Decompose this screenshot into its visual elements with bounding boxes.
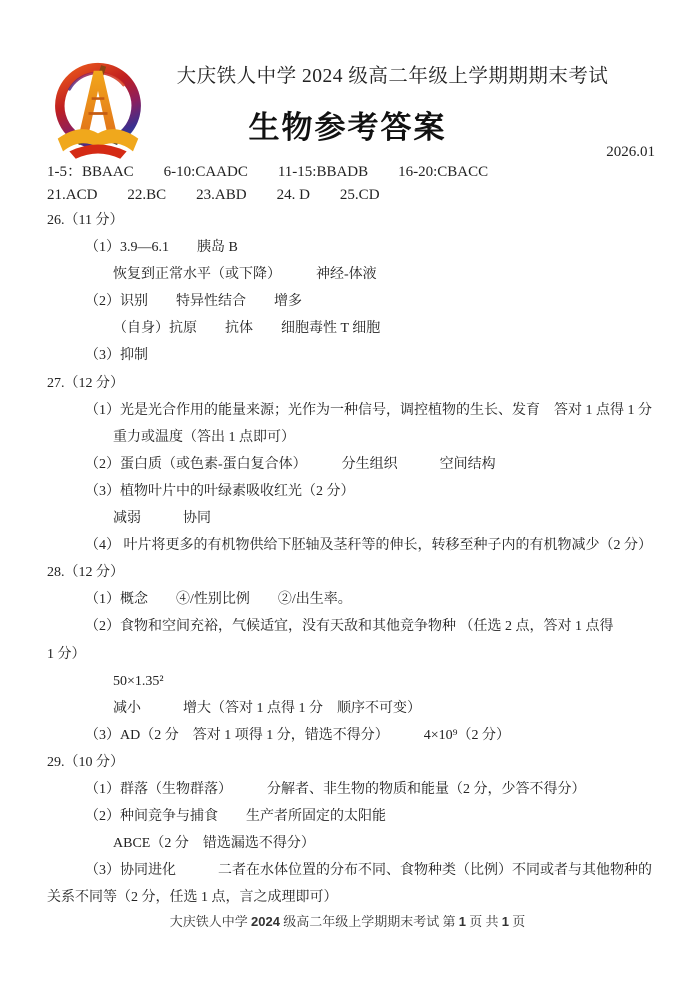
q29-answer-2: （2）种间竞争与捕食 生产者所固定的太阳能: [85, 809, 386, 825]
q26-answer-2b: （自身）抗原 抗体 细胞毒性 T 细胞: [113, 321, 381, 337]
objective-answers-row-1: 1-5：BBAAC 6-10:CAADC 11-15:BBADB 16-20:CBACC: [47, 164, 489, 180]
footer-total-pages: 1: [501, 914, 509, 929]
q27-answer-1: （1）光是光合作用的能量来源；光作为一种信号，调控植物的生长、发育 答对 1 点得 1 分: [85, 402, 652, 418]
footer-text: 级高二年级上学期期末考试 第: [279, 914, 459, 929]
page-title: 生物参考答案: [248, 110, 447, 145]
footer-text: 页: [508, 914, 526, 929]
q26-answer-2: （2）识别 特异性结合 增多: [85, 294, 302, 310]
q26-answer-1b: 恢复到正常水平（或下降） 神经-体液: [113, 267, 377, 283]
q27-answer-4: （4） 叶片将更多的有机物供给下胚轴及茎秆等的伸长，转移至种子内的有机物减少（2 分）: [85, 538, 652, 554]
q26-answer-1: （1）3.9—6.1 胰岛 B: [85, 240, 238, 256]
q28-answer-3: （3）AD（2 分 答对 1 项得 1 分，错选不得分） 4×10⁹（2 分）: [85, 727, 510, 743]
answer-content: [47, 161, 677, 911]
q28-formula: 50×1.35²: [113, 673, 164, 689]
page-footer: [0, 911, 695, 930]
objective-answers-row-2: 21.ACD 22.BC 23.ABD 24. D 25.CD: [47, 187, 380, 203]
footer-text: 大庆铁人中学: [169, 914, 252, 929]
q26-header: 26.（11 分）: [47, 213, 124, 228]
q28-header: 28.（12 分）: [47, 565, 124, 581]
q28-answer-2b: 1 分）: [47, 646, 86, 662]
exam-date: 2026.01: [606, 144, 655, 160]
q27-answer-1b: 重力或温度（答出 1 点即可）: [113, 429, 295, 445]
q27-answer-3b: 减弱 协同: [113, 511, 211, 527]
school-header: 大庆铁人中学 2024 级高二年级上学期期期末考试: [176, 66, 609, 87]
footer-page-number: 1: [458, 914, 466, 929]
q29-header: 29.（10 分）: [47, 754, 124, 770]
footer-text: 页 共: [465, 914, 502, 929]
q28-answer-2c: 减小 增大（答对 1 点得 1 分 顺序不可变）: [113, 700, 421, 716]
q29-answer-1: （1）群落（生物群落） 分解者、非生物的物质和能量（2 分，少答不得分）: [85, 781, 586, 797]
q27-answer-2: （2）蛋白质（或色素-蛋白复合体） 分生组织 空间结构: [85, 456, 496, 472]
q29-answer-3b: 关系不同等（2 分，任选 1 点，言之成理即可）: [47, 890, 338, 906]
q26-answer-3: （3）抑制: [85, 348, 148, 364]
q27-header: 27.（12 分）: [47, 375, 124, 391]
q29-answer-3: （3）协同进化 二者在水体位置的分布不同、食物种类（比例）不同或者与其他物种的: [85, 863, 652, 879]
q29-answer-2b: ABCE（2 分 错选漏选不得分）: [113, 836, 315, 852]
q28-answer-2: （2）食物和空间充裕，气候适宜，没有天敌和其他竞争物种 （任选 2 点，答对 1 点得: [85, 619, 614, 635]
footer-year: 2024: [251, 914, 280, 929]
q28-answer-1: （1）概念 ④/性别比例 ②/出生率。: [85, 592, 352, 608]
q27-answer-3: （3）植物叶片中的叶绿素吸收红光（2 分）: [85, 483, 355, 499]
